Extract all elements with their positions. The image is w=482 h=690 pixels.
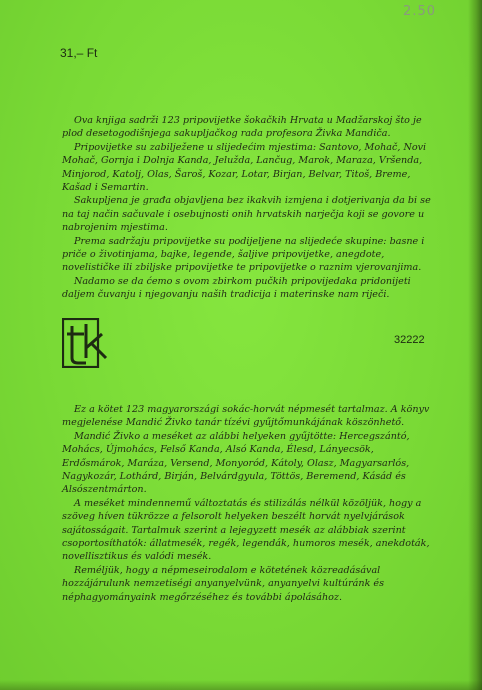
hungarian-paragraph: Ez a kötet 123 magyarországi sokác-horvát népmesét tartalmaz. A könyv megjelenése Mandić Živko tanár tízévi gyűjtőmunkájának köszönhető. [62,404,430,429]
cover-edge-shadow [468,0,482,690]
cover-bottom-shadow [0,680,482,690]
croatian-paragraph: Nadamo se da ćemo s ovom zbirkom pučkih pripovijedaka pridonijeti daljem čuvanju i njegovanju naših tradicija i materinske nam riječi. [62,275,411,301]
tk-publisher-logo [62,318,118,368]
hungarian-description [62,403,434,604]
hungarian-paragraph: Reméljük, hogy a népmeseirodalom e kötetének közreadásával hozzájárulunk nemzetiségi anyanyelvünk, anyanyelvi kultúránk és néphagyományaink megőrzéséhez és további ápolásához. [62,564,385,603]
croatian-description [62,114,434,302]
croatian-paragraph: Ova knjiga sadrži 123 pripovijetke šokačkih Hrvata u Madžarskoj što je plod desetogodišnjega sakupljačkog rada profesora Živka Mandiča. [62,115,422,140]
catalog-code: 32222 [394,334,425,346]
croatian-paragraph: Pripovijetke su zabilježene u slijedećim mjestima: Santovo, Mohač, Novi Mohač, Gornja i Dolnja Kanda, Jeluždа, Lančug, Marok, Maraza, Vršenda, Minjorod, Katolj, Olas, Šaroš, Kozar, Lotar, Birjan, Belvar, Titoš, Breme, Kašad i Semartin. [62,141,427,194]
hungarian-paragraph: A meséket mindennemű változtatás és stilizálás nélkül közöljük, hogy a szöveg híven tükrözze a felsorolt helyeken beszélt horvát nyelvjárások sajátosságait. Tartalmuk szerint a lejegyzett mesék az alábbiak szerint csoportosíthatók: állatmesék, regék, legendák, humoros mesék, anekdoták, novellisztikus és valódi mesék. [62,497,430,563]
hungarian-paragraph: Mandić Živko a meséket az alábbi helyeken gyűjtötte: Hercegszántó, Mohács, Újmohács, Felső Kanda, Alsó Kanda, Élesd, Lányecsök, Erdősmárok, Maráza, Versend, Monyoród, Kátoly, Olasz, Magyarsarlós, Nagykozár, Lothárd, Birján, Belvárdgyula, Töttös, Beremend, Kásád és Alsószentmárton. [62,430,410,496]
pencil-price-note: 2.50 [403,4,436,19]
croatian-paragraph: Prema sadržaju pripovijetke su podijeljene na slijedeće skupine: basne i priče o životinjama, bajke, legende, šaljive pripovijetke, anegdote, novelističke ili zbiljske pripovijetke te pripovijetke o raznim vjerovanjima. [62,235,425,274]
price-label: 31,– Ft [60,46,98,60]
croatian-paragraph: Sakupljena je građa objavljena bez ikakvih izmjena i dotjerivanja da bi se na taj način sačuvale i osebujnosti onih hrvatskih narječja koji se govore u nabrojenim mjestima. [62,195,431,234]
